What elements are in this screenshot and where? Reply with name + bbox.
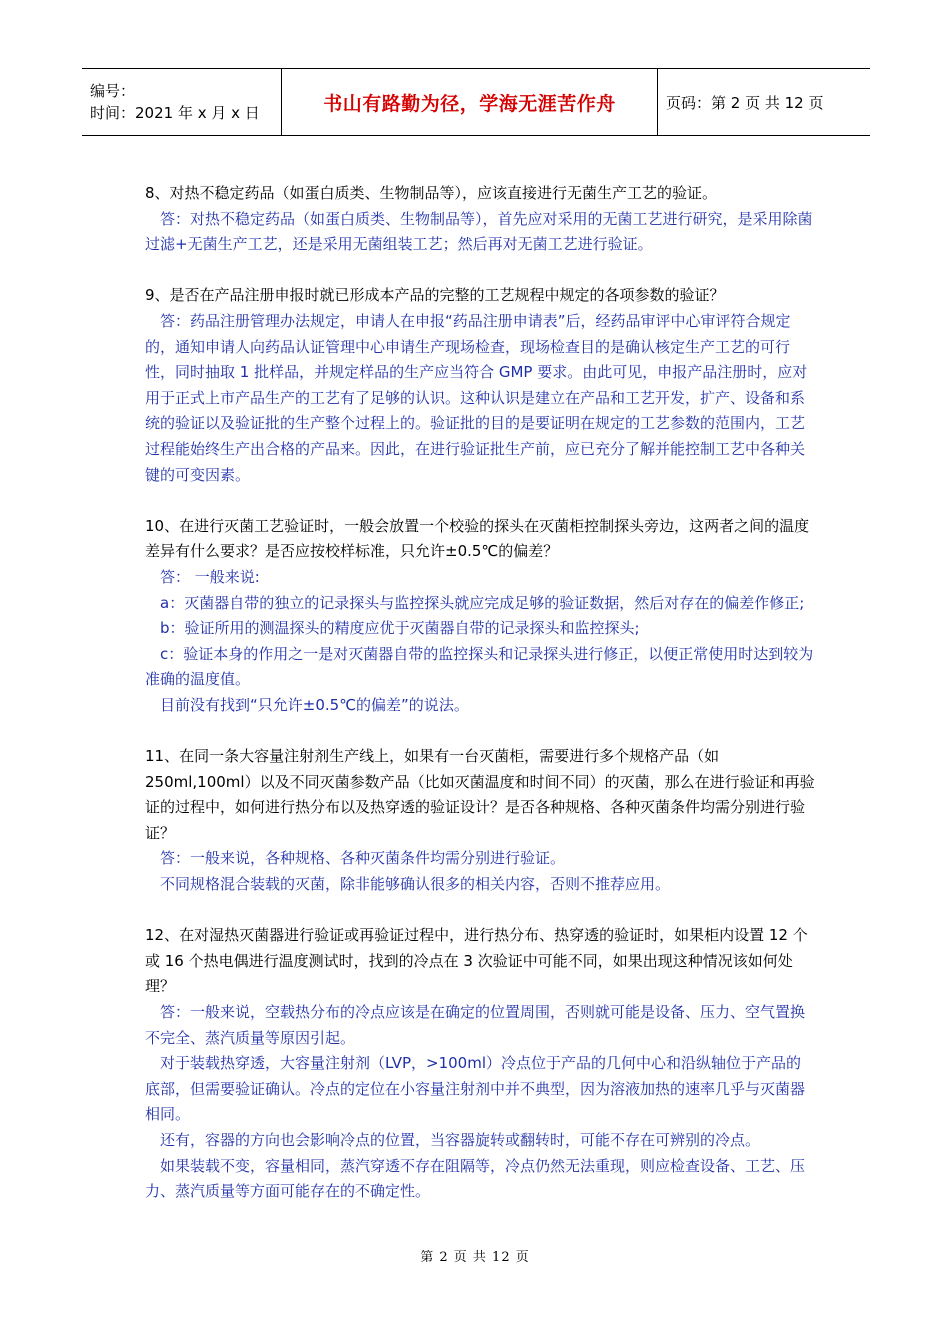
document-number-label: 编号： (90, 82, 136, 100)
header-motto: 书山有路勤为径，学海无涯苦作舟 (323, 92, 616, 115)
answer-text: 答：药品注册管理办法规定，申请人在申报“药品注册申请表”后，经药品审评中心审评符合规定的，通知申请人向药品认证管理中心申请生产现场检查，现场检查目的是确认核定生产工艺的可行性，同时抽取 1 批样品，并规定样品的生产应当符合 GMP 要求。由此可见，申报产品注册时，应对用于正式上市产品生产的工艺有了足够的认识。这种认识是建立在产品和工艺开发，扩产、设备和系统的验证以及验证批的生产整个过程上的。验证批的目的是要证明在规定的工艺参数的范围内，工艺过程能始终生产出合格的产品来。因此，在进行验证批生产前，应已充分了解并能控制工艺中各种关键的可变因素。 (145, 311, 808, 484)
document-body (145, 181, 815, 1205)
answer-text: 答：一般来说，空载热分布的冷点应该是在确定的位置周围，否则就可能是设备、压力、空气置换不完全、蒸汽质量等原因引起。 (145, 1003, 806, 1047)
answer-text: c：验证本身的作用之一是对灭菌器自带的监控探头和记录探头进行修正，以便正常使用时达到较为准确的温度值。 (145, 644, 814, 689)
qa-section (145, 744, 815, 898)
answer-text: 答：一般来说，各种规格、各种灭菌条件均需分别进行验证。 (160, 849, 566, 868)
header-meta (82, 69, 282, 135)
question-text: 10、在进行灭菌工艺验证时，一般会放置一个校验的探头在灭菌柜控制探头旁边，这两者之间的温度差异有什么要求？是否应按校样标准，只允许±0.5℃的偏差？ (145, 516, 810, 561)
page-footer: 第 2 页 共 12 页 (420, 1250, 530, 1265)
qa-section (145, 514, 815, 719)
page-header (82, 68, 870, 136)
qa-section (145, 283, 815, 488)
answer-text: 答： 一般来说: (160, 567, 260, 586)
answer-text: 目前没有找到“只允许±0.5℃的偏差”的说法。 (160, 695, 469, 714)
answer-text: 对于装载热穿透，大容量注射剂（LVP，>100ml）冷点位于产品的几何中心和沿纵轴位于产品的底部，但需要验证确认。冷点的定位在小容量注射剂中并不典型，因为溶液加热的速率几乎与灭菌器相同。 (145, 1054, 806, 1124)
qa-section (145, 923, 815, 1205)
answer-text: 如果装载不变，容量相同，蒸汽穿透不存在阻隔等，冷点仍然无法重现，则应检查设备、工艺、压力、蒸汽质量等方面可能存在的不确定性。 (145, 1156, 806, 1201)
answer-text: 不同规格混合装载的灭菌，除非能够确认很多的相关内容，否则不推荐应用。 (160, 875, 671, 894)
answer-text: a：灭菌器自带的独立的记录探头与监控探头就应完成足够的验证数据，然后对存在的偏差作修正; (160, 593, 805, 612)
document-date: 时间：2021 年 x 月 x 日 (90, 104, 260, 122)
question-text: 12、在对湿热灭菌器进行验证或再验证过程中，进行热分布、热穿透的验证时，如果柜内设置 12 个或 16 个热电偶进行温度测试时，找到的冷点在 3 次验证中可能不同，如果出现这种情况该如何处理？ (145, 926, 808, 996)
answer-text: 答：对热不稳定药品（如蛋白质类、生物制品等），首先应对采用的无菌工艺进行研究，是采用除菌过滤+无菌生产工艺，还是采用无菌组装工艺；然后再对无菌工艺进行验证。 (145, 209, 813, 254)
header-page-info: 页码：第 2 页 共 12 页 (666, 93, 824, 112)
answer-text: b：验证所用的测温探头的精度应优于灭菌器自带的记录探头和监控探头; (160, 619, 640, 638)
qa-section (145, 181, 815, 258)
question-text: 9、是否在产品注册申报时就已形成本产品的完整的工艺规程中规定的各项参数的验证？ (145, 286, 725, 305)
question-text: 8、对热不稳定药品（如蛋白质类、生物制品等），应该直接进行无菌生产工艺的验证。 (145, 184, 718, 202)
header-motto-cell (282, 69, 658, 135)
header-page-info-cell (658, 69, 870, 135)
answer-text: 还有，容器的方向也会影响冷点的位置，当容器旋转或翻转时，可能不存在可辨别的冷点。 (160, 1130, 761, 1149)
question-text: 11、在同一条大容量注射剂生产线上，如果有一台灭菌柜，需要进行多个规格产品（如250ml,100ml）以及不同灭菌参数产品（比如灭菌温度和时间不同）的灭菌，那么在进行验证和再验证的过程中，如何进行热分布以及热穿透的验证设计？是否各种规格、各种灭菌条件均需分别进行验证？ (145, 747, 815, 842)
